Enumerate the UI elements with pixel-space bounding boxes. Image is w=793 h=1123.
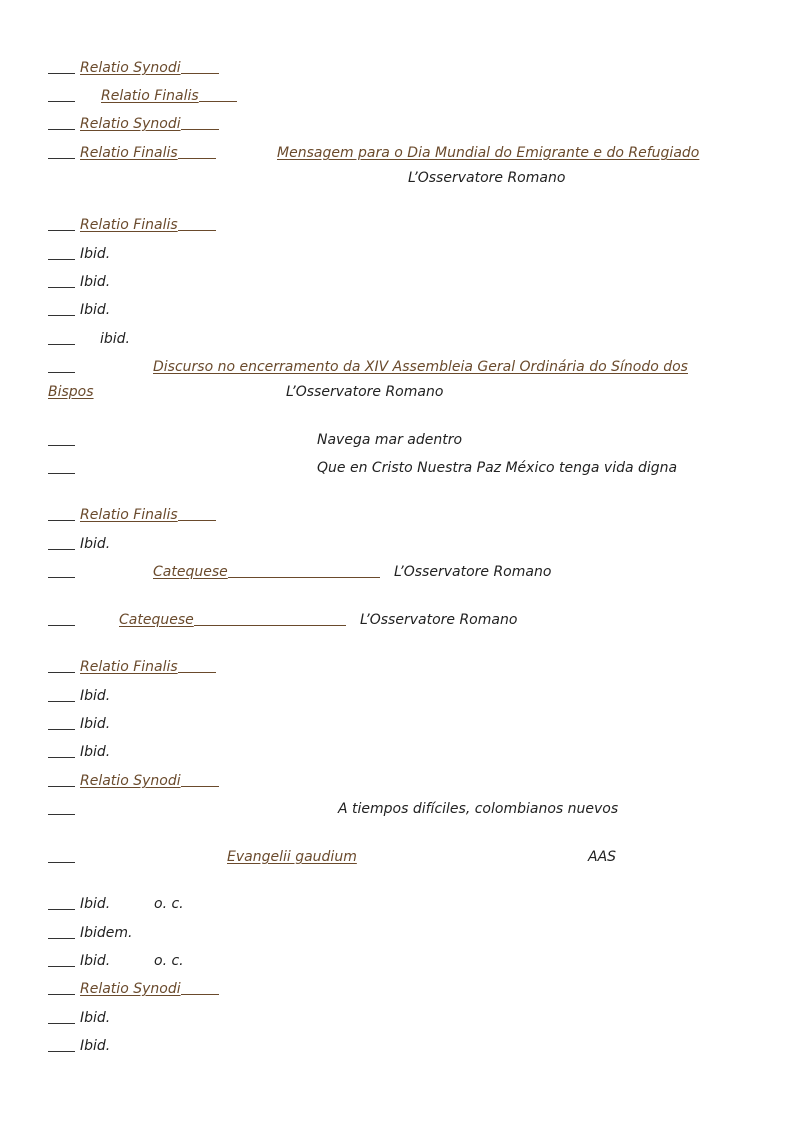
footnote-link[interactable]: Catequese <box>119 610 346 630</box>
footnote-marker <box>48 951 75 967</box>
footnote-text: Ibid. <box>80 688 111 704</box>
footnote-marker <box>48 979 75 995</box>
footnote-text: Ibid. <box>80 274 111 290</box>
footnote-source: AAS <box>588 849 617 865</box>
footnote-marker <box>48 505 75 521</box>
footnote-link[interactable]: Evangelii gaudium <box>227 849 357 865</box>
footnote-marker <box>48 143 75 159</box>
footnote-marker <box>48 894 75 910</box>
footnote-marker <box>48 610 75 626</box>
footnote-text: Ibid. <box>80 536 111 552</box>
footnote-marker <box>48 272 75 288</box>
footnote-marker <box>48 847 75 863</box>
footnote-link[interactable]: Relatio Finalis <box>101 86 237 106</box>
footnote-link[interactable]: Relatio Finalis <box>80 215 216 235</box>
footnote-link[interactable]: Catequese <box>153 562 380 582</box>
footnote-source: L’Osservatore Romano <box>360 612 518 628</box>
footnote-link[interactable]: Discurso no encerramento da XIV Assembleia Geral Ordinária do Sínodo dos <box>153 359 688 375</box>
footnote-marker <box>48 1008 75 1024</box>
footnote-source: L’Osservatore Romano <box>286 384 444 400</box>
footnote-marker <box>48 714 75 730</box>
footnote-marker <box>48 1036 75 1052</box>
footnote-text: Ibid. <box>80 246 111 262</box>
footnote-text: Ibid. <box>80 302 111 318</box>
footnote-link[interactable]: Relatio Synodi <box>80 771 219 791</box>
footnote-link[interactable]: Relatio Synodi <box>80 58 219 78</box>
footnote-text: Ibid. <box>80 744 111 760</box>
footnote-marker <box>48 923 75 939</box>
footnote-marker <box>48 430 75 446</box>
footnote-marker <box>48 244 75 260</box>
footnote-marker <box>48 657 75 673</box>
footnote-text: Ibidem. <box>80 925 133 941</box>
footnote-marker <box>48 329 75 345</box>
footnote-link[interactable]: Relatio Finalis <box>80 657 216 677</box>
footnote-marker <box>48 86 75 102</box>
footnote-source: L’Osservatore Romano <box>408 170 566 186</box>
footnote-text: Navega mar adentro <box>317 432 463 448</box>
footnote-text: ibid. <box>100 331 131 347</box>
footnote-text: Ibid. <box>80 1038 111 1054</box>
footnote-marker <box>48 562 75 578</box>
footnote-marker <box>48 799 75 815</box>
footnote-abbrev: o. c. <box>154 896 184 912</box>
footnote-marker <box>48 215 75 231</box>
footnote-marker <box>48 300 75 316</box>
footnote-link[interactable]: Relatio Finalis <box>80 143 216 163</box>
footnote-link[interactable]: Bispos <box>48 384 94 400</box>
footnote-link[interactable]: Relatio Synodi <box>80 114 219 134</box>
footnote-text: Ibid. <box>80 716 111 732</box>
footnote-marker <box>48 357 75 373</box>
footnote-abbrev: o. c. <box>154 953 184 969</box>
footnote-link[interactable]: Mensagem para o Dia Mundial do Emigrante e do Refugiado <box>277 145 700 161</box>
footnote-marker <box>48 534 75 550</box>
footnote-text: A tiempos difíciles, colombianos nuevos <box>338 801 619 817</box>
footnote-marker <box>48 742 75 758</box>
footnote-text: Ibid. <box>80 1010 111 1026</box>
footnote-text: Ibid. <box>80 896 111 912</box>
footnote-marker <box>48 458 75 474</box>
footnote-source: L’Osservatore Romano <box>394 564 552 580</box>
footnote-marker <box>48 686 75 702</box>
footnote-link[interactable]: Relatio Synodi <box>80 979 219 999</box>
footnote-text: Ibid. <box>80 953 111 969</box>
footnote-text: Que en Cristo Nuestra Paz México tenga vida digna <box>317 460 678 476</box>
footnote-marker <box>48 58 75 74</box>
footnote-link[interactable]: Relatio Finalis <box>80 505 216 525</box>
footnote-marker <box>48 771 75 787</box>
footnote-marker <box>48 114 75 130</box>
